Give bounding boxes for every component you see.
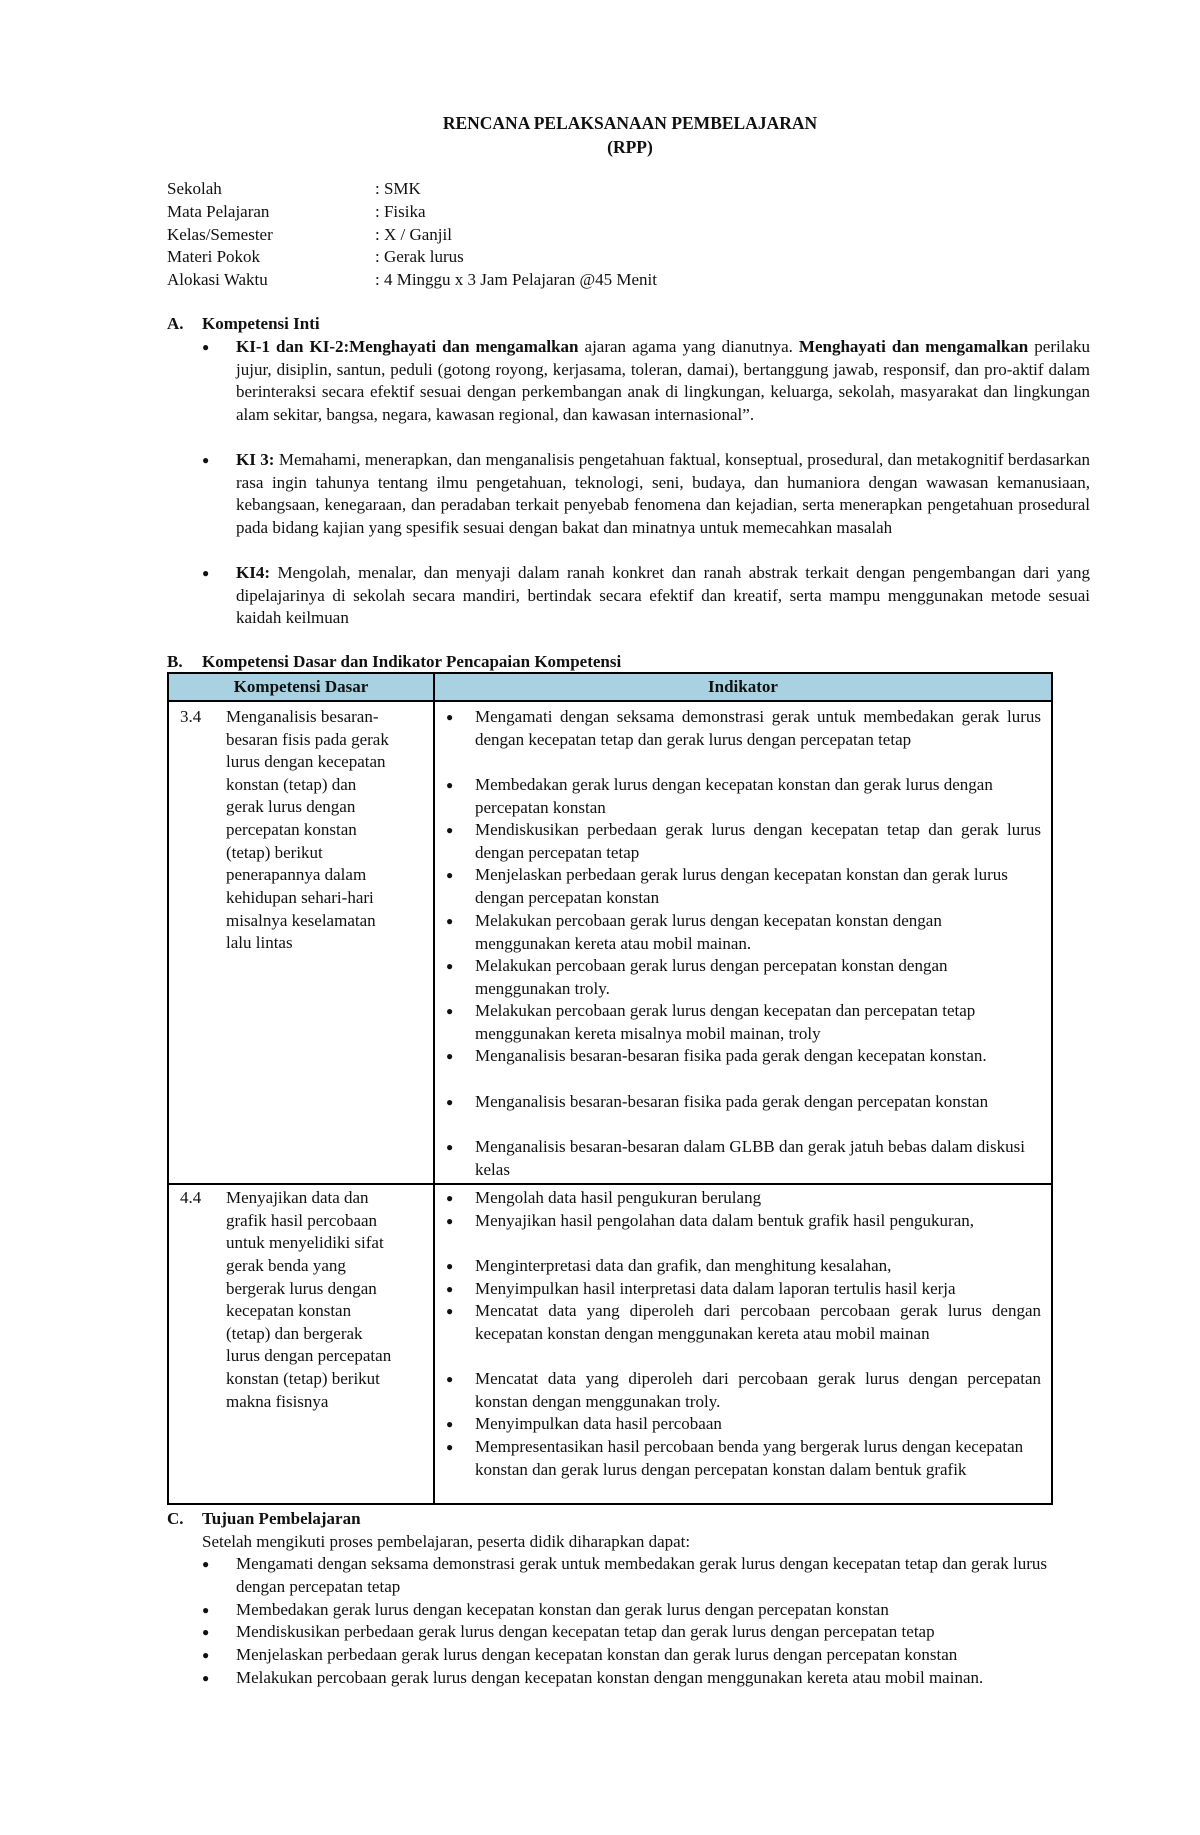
indicator-item: Menjelaskan perbedaan gerak lurus dengan kecepatan konstan dan gerak lurus dengan percepatan konstan — [475, 865, 1008, 907]
section-letter: B. — [167, 652, 183, 671]
ki-4-paragraph — [236, 562, 1090, 630]
indicator-item: Menganalisis besaran-besaran fisika pada gerak dengan percepatan konstan — [475, 1092, 989, 1111]
ki-emphasis: Menghayati dan mengamalkan — [798, 337, 1029, 356]
bullet-icon — [446, 1000, 453, 1023]
kd-line: makna fisisnya — [226, 1392, 329, 1411]
bullet-icon — [446, 1210, 453, 1233]
indicator-item: Mencatat data yang diperoleh dari percobaan gerak lurus dengan percepatan konstan dengan menggunakan troly. — [475, 1369, 1041, 1411]
bullet-icon — [202, 1553, 209, 1576]
objective-item: Mendiskusikan perbedaan gerak lurus dengan kecepatan tetap dan gerak lurus dengan percepatan tetap — [236, 1622, 935, 1641]
indicator-item: Melakukan percobaan gerak lurus dengan kecepatan konstan dengan menggunakan kereta atau mobil mainan. — [475, 911, 942, 953]
bullet-icon — [446, 819, 453, 842]
section-heading: Tujuan Pembelajaran — [202, 1509, 361, 1528]
document-title: RENCANA PELAKSANAAN PEMBELAJARAN — [442, 113, 818, 133]
bullet-icon — [446, 1136, 453, 1159]
kd-line: gerak lurus dengan — [226, 797, 356, 816]
section-letter: A. — [167, 314, 184, 333]
column-header-indikator: Indikator — [435, 674, 1051, 702]
indicator-item: Menyajikan hasil pengolahan data dalam bentuk grafik hasil pengukuran, — [475, 1211, 974, 1230]
kd-line: konstan (tetap) dan — [226, 775, 357, 794]
bullet-icon — [202, 1599, 209, 1622]
bullet-icon — [446, 864, 453, 887]
bullet-icon — [446, 774, 453, 797]
bullet-icon — [202, 336, 209, 359]
kd-line: Menyajikan data dan — [226, 1188, 369, 1207]
identity-label: Kelas/Semester — [167, 225, 273, 244]
indicator-item: Menyimpulkan data hasil percobaan — [475, 1414, 722, 1433]
indicator-item: Menginterpretasi data dan grafik, dan menghitung kesalahan, — [475, 1256, 892, 1275]
bullet-icon — [202, 562, 209, 585]
bullet-icon — [446, 1413, 453, 1436]
objective-item: Melakukan percobaan gerak lurus dengan kecepatan konstan dengan menggunakan kereta atau mobil mainan. — [236, 1668, 984, 1687]
ki-label: KI 3: — [236, 450, 275, 469]
identity-value: : SMK — [375, 179, 421, 198]
kd-line: kehidupan sehari-hari — [226, 888, 374, 907]
kd-line: penerapannya dalam — [226, 865, 367, 884]
indicator-item: Melakukan percobaan gerak lurus dengan kecepatan dan percepatan tetap menggunakan kereta misalnya mobil mainan, troly — [475, 1001, 976, 1043]
bullet-icon — [446, 1368, 453, 1391]
bullet-icon — [446, 1187, 453, 1210]
bullet-icon — [446, 1436, 453, 1459]
indicator-item: Mendiskusikan perbedaan gerak lurus dengan kecepatan tetap dan gerak lurus dengan percepatan tetap — [475, 820, 1041, 862]
bullet-icon — [202, 1667, 209, 1690]
objective-item: Mengamati dengan seksama demonstrasi gerak untuk membedakan gerak lurus dengan kecepatan tetap dan gerak lurus dengan percepatan tetap — [236, 1554, 1047, 1596]
ki-1-2-paragraph — [236, 336, 1090, 426]
ki-text: Memahami, menerapkan, dan menganalisis pengetahuan faktual, konseptual, prosedural, dan metakognitif berdasarkan rasa ingin tahunya tentang ilmu pengetahuan, teknologi, seni, budaya, dan humaniora dengan wawasan kemanusiaan, kebangsaan, kenegaraan, dan peradaban terkait penyebab fenomena dan kejadian, serta menerapkan pengetahuan prosedural pada bidang kajian yang spesifik sesuai dengan bakat dan minatnya untuk memecahkan masalah — [236, 450, 1091, 537]
identity-label: Alokasi Waktu — [167, 270, 268, 289]
ki-text: Mengolah, menalar, dan menyaji dalam ranah konkret dan ranah abstrak terkait dengan pengembangan dari yang dipelajarinya di sekolah secara mandiri, bertindak secara efektif dan kreatif, serta mampu menggunakan metode sesuai kaidah keilmuan — [236, 563, 1090, 628]
bullet-icon — [446, 1091, 453, 1114]
kd-line: (tetap) dan bergerak — [226, 1324, 363, 1343]
indicator-item: Menganalisis besaran-besaran dalam GLBB dan gerak jatuh bebas dalam diskusi kelas — [475, 1137, 1025, 1179]
bullet-icon — [446, 955, 453, 978]
kd-line: Menganalisis besaran- — [226, 707, 379, 726]
kd-line: lurus dengan percepatan — [226, 1346, 392, 1365]
kd-line: (tetap) berikut — [226, 843, 323, 862]
kd-number: 4.4 — [180, 1188, 202, 1207]
identity-label: Materi Pokok — [167, 247, 261, 266]
bullet-icon — [446, 1300, 453, 1323]
identity-value: : 4 Minggu x 3 Jam Pelajaran @45 Menit — [375, 270, 657, 289]
identity-value: : Fisika — [375, 202, 426, 221]
bullet-icon — [446, 910, 453, 933]
document-subtitle: (RPP) — [607, 137, 653, 157]
section-heading: Kompetensi Inti — [202, 314, 320, 333]
column-header-kompetensi-dasar: Kompetensi Dasar — [169, 674, 433, 702]
bullet-icon — [202, 1621, 209, 1644]
row-divider — [169, 1183, 1051, 1185]
kd-line: percepatan konstan — [226, 820, 357, 839]
section-letter: C. — [167, 1509, 184, 1528]
ki-text: ajaran agama yang dianutnya. — [578, 337, 799, 356]
indicator-item: Mencatat data yang diperoleh dari percobaan percobaan gerak lurus dengan kecepatan konstan dengan menggunakan kereta atau mobil mainan — [475, 1301, 1041, 1343]
indicator-item: Menganalisis besaran-besaran fisika pada gerak dengan kecepatan konstan. — [475, 1046, 987, 1065]
bullet-icon — [446, 1278, 453, 1301]
objective-item: Menjelaskan perbedaan gerak lurus dengan kecepatan konstan dan gerak lurus dengan percepatan konstan — [236, 1645, 958, 1664]
bullet-icon — [446, 1045, 453, 1068]
kd-number: 3.4 — [180, 707, 202, 726]
kd-line: kecepatan konstan — [226, 1301, 352, 1320]
identity-label: Sekolah — [167, 179, 222, 198]
kd-line: gerak benda yang — [226, 1256, 346, 1275]
kd-line: konstan (tetap) berikut — [226, 1369, 380, 1388]
section-heading: Kompetensi Dasar dan Indikator Pencapaian Kompetensi — [202, 652, 622, 671]
ki-label: KI-1 dan KI-2:Menghayati dan mengamalkan — [236, 337, 579, 356]
column-divider — [433, 674, 435, 1503]
section-intro: Setelah mengikuti proses pembelajaran, peserta didik diharapkan dapat: — [202, 1532, 691, 1551]
objective-item: Membedakan gerak lurus dengan kecepatan konstan dan gerak lurus dengan percepatan konstan — [236, 1600, 889, 1619]
kd-line: lalu lintas — [226, 933, 293, 952]
indicator-item: Mempresentasikan hasil percobaan benda yang bergerak lurus dengan kecepatan konstan dan gerak lurus dengan percepatan konstan dalam bentuk grafik — [475, 1437, 1024, 1479]
bullet-icon — [202, 449, 209, 472]
identity-value: : X / Ganjil — [375, 225, 452, 244]
bullet-icon — [202, 1644, 209, 1667]
indicator-item: Membedakan gerak lurus dengan kecepatan konstan dan gerak lurus dengan percepatan konstan — [475, 775, 993, 817]
ki-text: perilaku jujur, disiplin, santun, peduli (gotong royong, kerjasama, toleran, damai), bertanggung jawab, responsif, dan pro-aktif dalam berinteraksi secara efektif sesuai dengan perkembangan anak di lingkungan, keluarga, sekolah, masyarakat dan lingkungan alam sekitar, bangsa, negara, kawasan regional, dan kawasan internasional”. — [236, 337, 1091, 424]
identity-value: : Gerak lurus — [375, 247, 464, 266]
indicator-item: Menyimpulkan hasil interpretasi data dalam laporan tertulis hasil kerja — [475, 1279, 956, 1298]
indicator-item: Mengolah data hasil pengukuran berulang — [475, 1188, 762, 1207]
bullet-icon — [446, 1255, 453, 1278]
ki-3-paragraph — [236, 449, 1090, 539]
kd-line: misalnya keselamatan — [226, 911, 376, 930]
kd-line: grafik hasil percobaan — [226, 1211, 378, 1230]
identity-label: Mata Pelajaran — [167, 202, 270, 221]
bullet-icon — [446, 706, 453, 729]
kd-line: bergerak lurus dengan — [226, 1279, 377, 1298]
kd-line: untuk menyelidiki sifat — [226, 1233, 384, 1252]
indicator-item: Mengamati dengan seksama demonstrasi gerak untuk membedakan gerak lurus dengan kecepatan tetap dan gerak lurus dengan percepatan tetap — [475, 707, 1041, 749]
indicator-item: Melakukan percobaan gerak lurus dengan percepatan konstan dengan menggunakan troly. — [475, 956, 948, 998]
kd-line: besaran fisis pada gerak — [226, 730, 389, 749]
kd-line: lurus dengan kecepatan — [226, 752, 386, 771]
ki-label: KI4: — [236, 563, 270, 582]
